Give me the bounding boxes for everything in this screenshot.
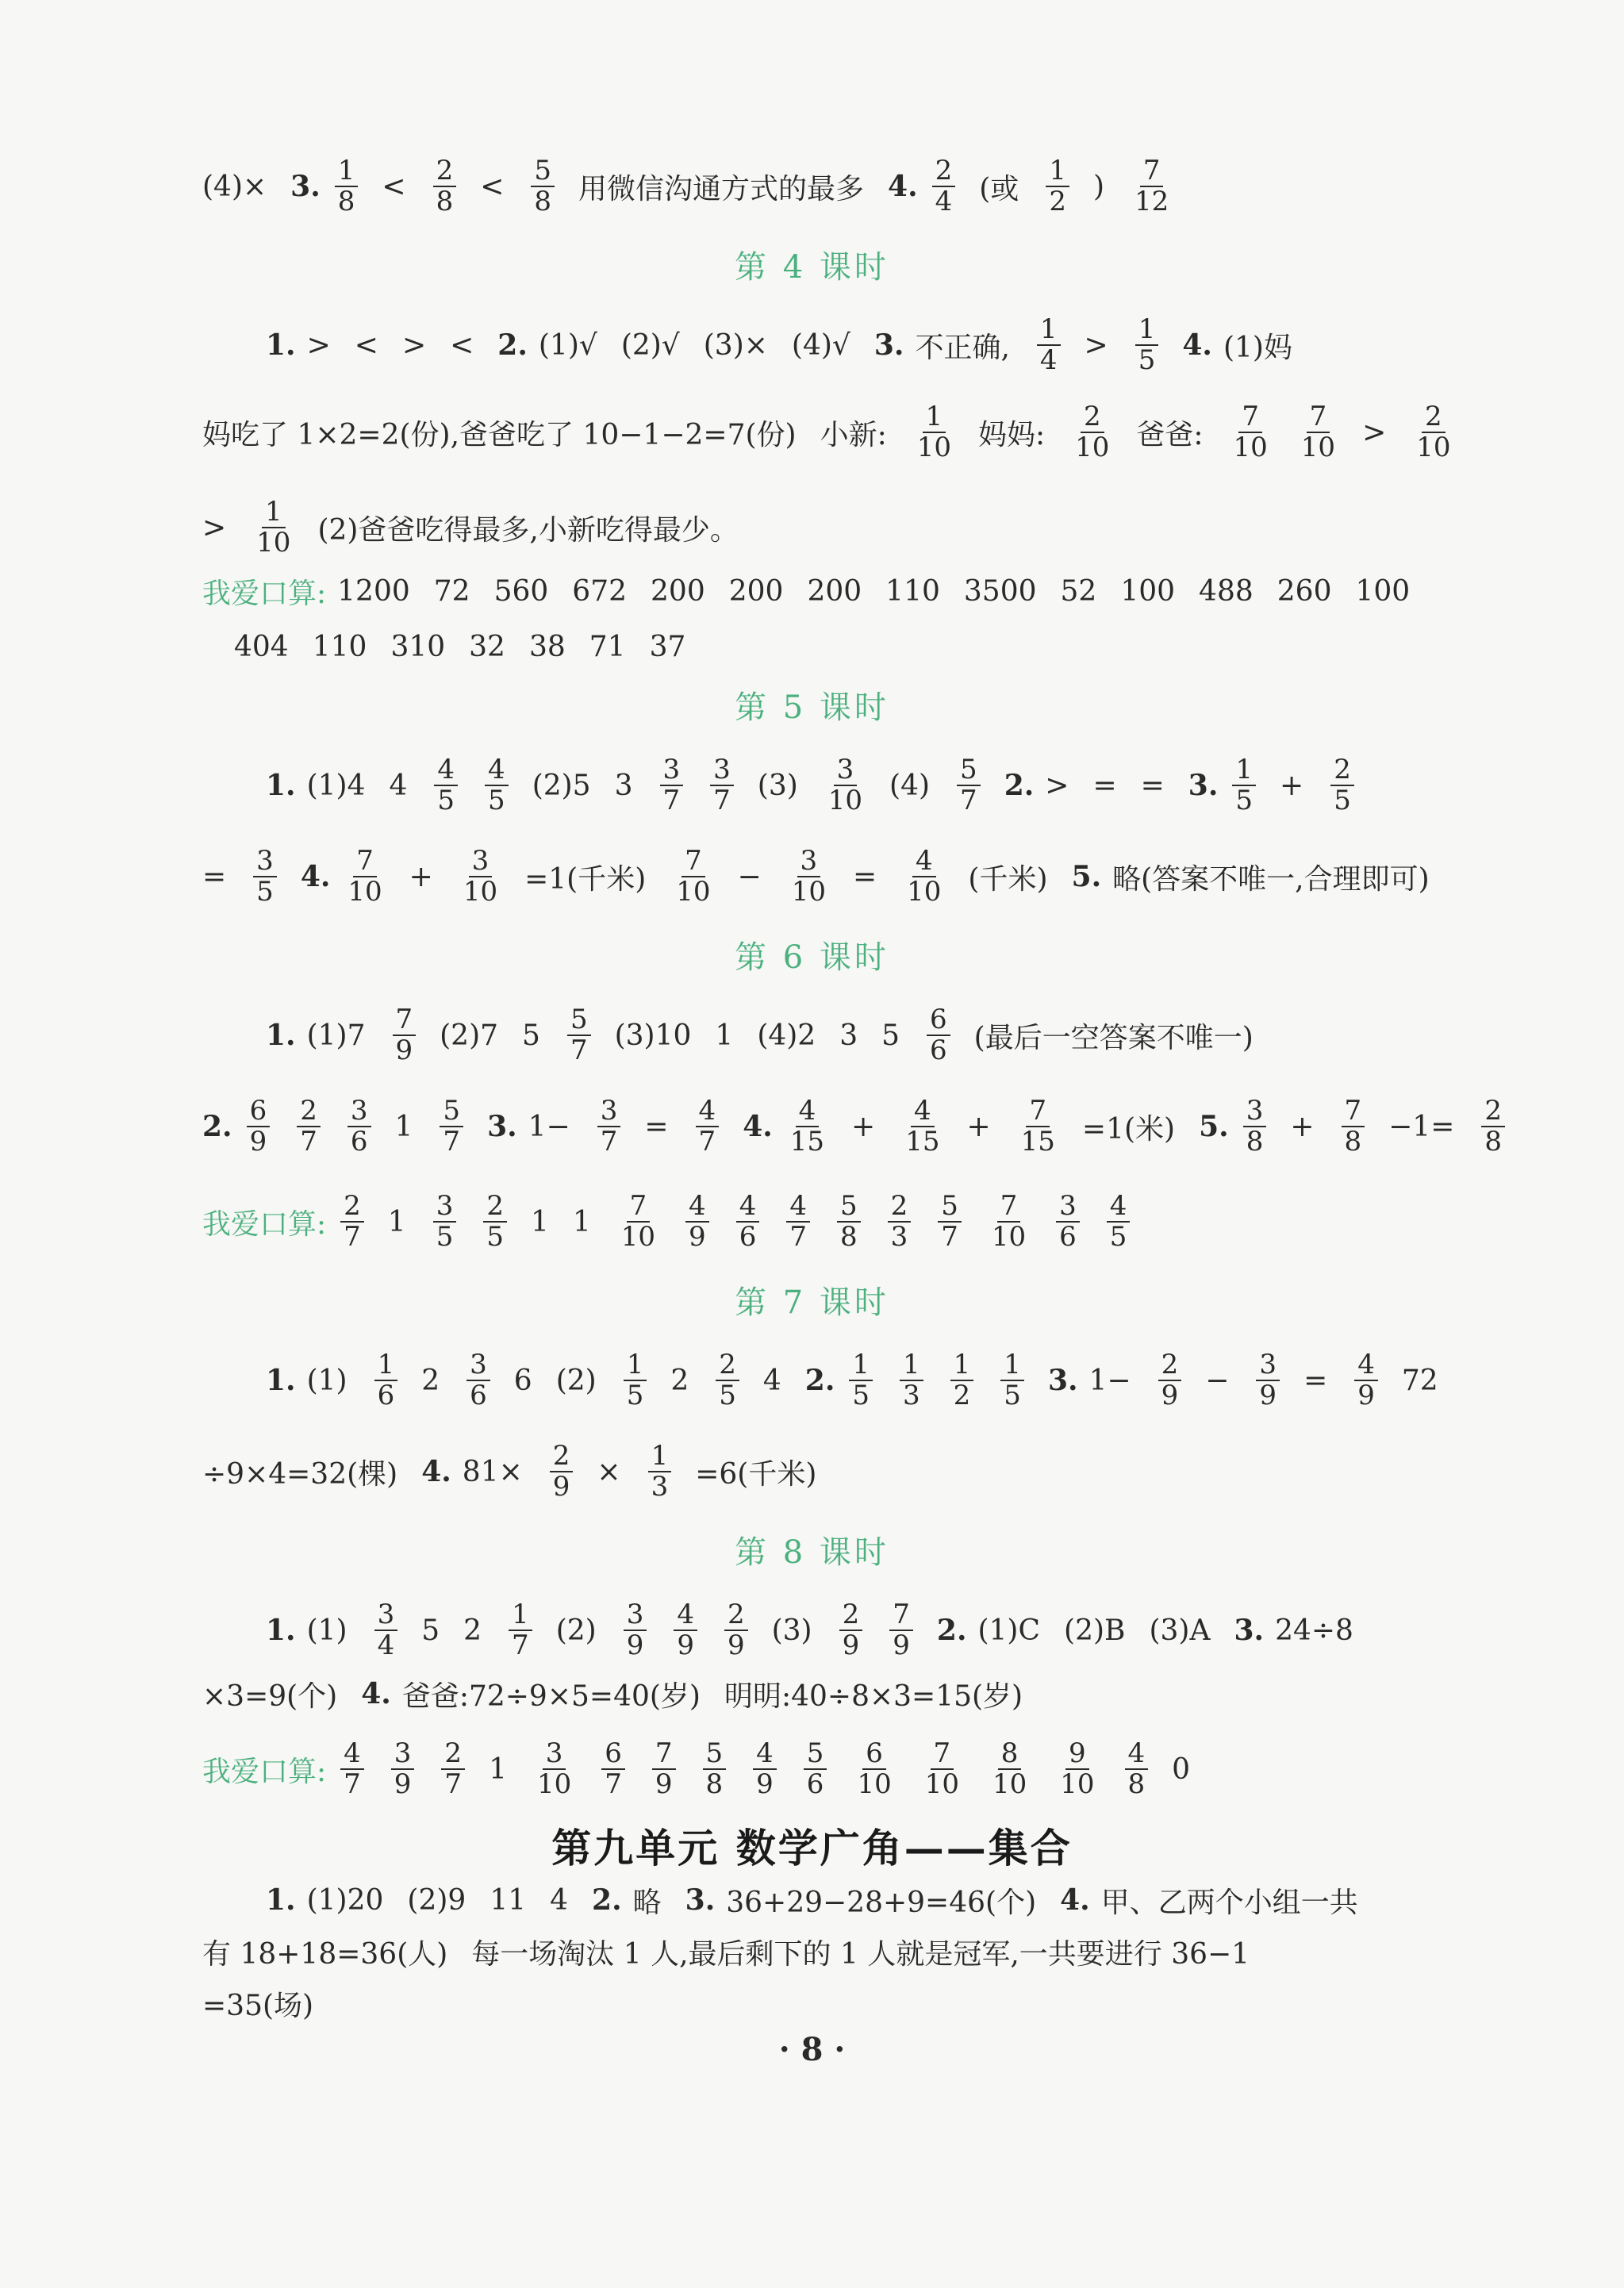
answer-text: (2)B [1064,1614,1126,1647]
answer-text: (1)妈 [1223,331,1292,364]
answer-text: < [382,170,406,203]
answer-text: 3500 [963,574,1037,608]
fraction: $\frac{3}{7}$ [710,755,734,816]
fraction: $\frac{2}{5}$ [483,1192,507,1253]
fraction: $\frac{6}{7}$ [601,1739,625,1800]
fraction: $\frac{8}{10}$ [992,1737,1027,1800]
fraction: $\frac{4}{15}$ [789,1094,825,1157]
answer-text: (2) [555,1364,597,1397]
answer-text: 略(答案不唯一,合理即可) [1112,862,1430,896]
answer-text: (1)4 [306,769,366,802]
question-number: 1. [266,328,296,362]
answer-text: + [851,1110,876,1143]
answer-text: ) [1092,170,1105,203]
fraction: $\frac{2}{9}$ [724,1600,748,1661]
answer-line [266,1872,1567,1928]
question-number: 4. [361,1677,391,1710]
fraction: $\frac{1}{6}$ [374,1350,398,1411]
fraction: $\frac{1}{3}$ [900,1350,923,1411]
answer-line [202,1726,1503,1813]
fraction: $\frac{4}{5}$ [485,755,509,816]
answer-text: 妈妈: [977,418,1046,451]
mental-math-label: 我爱口算: [202,1207,327,1241]
fraction: $\frac{3}{7}$ [597,1096,621,1157]
fraction: $\frac{1}{3}$ [648,1442,672,1503]
answer-line [202,484,1503,571]
fraction: $\frac{1}{2}$ [950,1350,974,1411]
lesson-heading: 第 4 课时 [735,249,889,286]
answer-text: 5 [881,1019,900,1052]
question-number: 4. [888,170,918,203]
answer-text: 1 [572,1205,591,1238]
question-number: 2. [804,1364,835,1397]
fraction: $\frac{5}{6}$ [804,1739,827,1800]
answer-text: 1200 [337,574,410,608]
fraction: $\frac{4}{10}$ [907,844,942,908]
fraction: $\frac{5}{8}$ [837,1192,861,1253]
fraction: $\frac{7}{10}$ [1300,400,1336,463]
question-number: 1. [266,1614,296,1647]
answer-text: 71 [589,630,626,663]
question-number: 3. [1188,769,1219,802]
answer-text: 1 [394,1110,413,1143]
answer-text: 小新: [820,418,887,451]
question-number: 2. [202,1110,232,1143]
fraction: $\frac{4}{7}$ [696,1096,720,1157]
answer-text: =1(千米) [524,862,647,896]
answer-text: (1) [306,1614,347,1647]
fraction: $\frac{2}{3}$ [888,1192,912,1253]
answer-text: (最后一空答案不唯一) [973,1021,1254,1054]
fraction: $\frac{3}{8}$ [1243,1096,1267,1157]
fraction: $\frac{5}{7}$ [440,1096,463,1157]
fraction: $\frac{3}{9}$ [624,1600,647,1661]
answer-text: 36+29−28+9=46(个) [726,1886,1037,1919]
answer-text: 明明:40÷8×3=15(岁) [724,1680,1023,1713]
fraction: $\frac{3}{6}$ [347,1096,371,1157]
question-number: 3. [487,1110,517,1143]
fraction: $\frac{2}{9}$ [1158,1350,1182,1411]
answer-text: (1) [306,1364,347,1397]
fraction: $\frac{4}{7}$ [786,1192,810,1253]
answer-text: (3)A [1149,1614,1211,1647]
answer-line [266,742,1567,829]
fraction: $\frac{3}{6}$ [466,1350,490,1411]
fraction: $\frac{4}{9}$ [674,1600,697,1661]
answer-text: 200 [651,574,705,608]
answer-text: + [1280,769,1304,802]
answer-text: + [409,860,433,893]
answer-text: (2)爸爸吃得最多,小新吃得最少。 [317,513,739,547]
answer-text: 妈吃了 1×2=2(份),爸爸吃了 10−1−2=7(份) [202,418,797,451]
fraction: $\frac{2}{8}$ [1481,1096,1505,1157]
answer-text: 110 [312,630,367,663]
answer-text: 110 [885,574,940,608]
fraction: $\frac{2}{4}$ [932,156,956,217]
answer-text: > [202,511,227,544]
fraction: $\frac{1}{5}$ [849,1350,873,1411]
question-number: 1. [266,1019,296,1052]
fraction: $\frac{3}{10}$ [827,753,863,816]
fraction: $\frac{3}{6}$ [1056,1192,1080,1253]
question-number: 3. [685,1883,716,1917]
fraction: $\frac{7}{10}$ [991,1189,1027,1253]
answer-text: 有 18+18=36(人) [202,1937,448,1971]
answer-text: =1(米) [1081,1112,1176,1146]
fraction: $\frac{7}{10}$ [1233,400,1268,463]
fraction: $\frac{4}{9}$ [753,1739,777,1800]
answer-text: + [966,1110,991,1143]
answer-text: 32 [469,630,505,663]
answer-text: 72 [1401,1364,1438,1397]
question-number: 3. [290,170,321,203]
answer-text: 1− [1088,1364,1131,1397]
answer-text: (2)√ [620,328,680,362]
fraction: $\frac{7}{10}$ [924,1737,959,1800]
fraction: $\frac{7}{10}$ [620,1189,656,1253]
fraction: $\frac{1}{7}$ [509,1600,532,1661]
fraction: $\frac{1}{5}$ [1000,1350,1024,1411]
fraction: $\frac{3}{9}$ [391,1739,415,1800]
answer-line [266,992,1567,1079]
answer-text: 0 [1172,1752,1191,1786]
lesson-heading: 第 5 课时 [735,689,889,726]
fraction: $\frac{5}{8}$ [703,1739,727,1800]
answer-text: = [644,1110,669,1143]
fraction: $\frac{1}{8}$ [335,156,359,217]
answer-text: 爸爸:72÷9×5=40(岁) [401,1680,701,1713]
fraction: $\frac{2}{10}$ [1075,400,1110,463]
fraction: $\frac{5}{7}$ [957,755,981,816]
fraction: $\frac{3}{9}$ [1256,1350,1280,1411]
answer-text: 每一场淘汰 1 人,最后剩下的 1 人就是冠军,一共要进行 36−1 [471,1937,1250,1971]
answer-line [202,559,1503,623]
answer-text: 11 [490,1883,527,1917]
answer-line [202,1428,1503,1515]
answer-text: < [354,328,378,362]
fraction: $\frac{3}{7}$ [660,755,684,816]
unit-heading: 第九单元 数学广角——集合 [551,1825,1073,1871]
answer-text: (2)9 [407,1883,466,1917]
answer-text: =6(千米) [695,1457,817,1491]
answer-text: × [597,1455,621,1488]
answer-text: 2 [670,1364,689,1397]
answer-text: (2)7 [440,1019,499,1052]
fraction: $\frac{1}{10}$ [256,495,291,559]
fraction: $\frac{6}{6}$ [927,1005,950,1066]
question-number: 4. [421,1455,451,1488]
answer-text: = [852,860,877,893]
answer-text: 200 [807,574,862,608]
fraction: $\frac{3}{4}$ [374,1600,398,1661]
question-number: 3. [873,328,904,362]
answer-line [266,1337,1567,1424]
answer-line [266,301,1567,389]
question-number: 1. [266,1364,296,1397]
fraction: $\frac{1}{5}$ [624,1350,647,1411]
answer-text: 5 [522,1019,540,1052]
fraction: $\frac{3}{5}$ [253,846,277,908]
answer-text: (3)10 [614,1019,692,1052]
fraction: $\frac{5}{7}$ [567,1005,591,1066]
answer-text: = [1140,769,1165,802]
question-number: 1. [266,1883,296,1917]
lesson-heading: 第 8 课时 [735,1534,889,1571]
answer-text: > [306,328,331,362]
answer-text: 1− [528,1110,570,1143]
answer-line [202,833,1503,920]
answer-text: 3 [614,769,633,802]
fraction: $\frac{4}{8}$ [1125,1739,1149,1800]
fraction: $\frac{7}{8}$ [1342,1096,1365,1157]
fraction: $\frac{5}{7}$ [938,1192,962,1253]
question-number: 1. [266,769,296,802]
answer-text: 爸爸: [1136,418,1204,451]
answer-text: (千米) [968,862,1048,896]
fraction: $\frac{7}{10}$ [347,844,382,908]
fraction: $\frac{3}{10}$ [463,844,498,908]
answer-text: (3) [771,1614,812,1647]
fraction: $\frac{7}{15}$ [1020,1094,1055,1157]
answer-text: 略 [632,1886,662,1919]
answer-line [234,615,1535,678]
fraction: $\frac{4}{5}$ [1107,1192,1131,1253]
answer-text: 81× [462,1455,523,1488]
answer-text: 3 [839,1019,858,1052]
question-number: 4. [1182,328,1212,362]
fraction: $\frac{7}{9}$ [889,1600,913,1661]
answer-text: 38 [528,630,566,663]
answer-text: (4) [889,769,931,802]
answer-text: 用微信沟通方式的最多 [578,172,865,205]
answer-text: 310 [390,630,446,663]
fraction: $\frac{2}{7}$ [297,1096,321,1157]
answer-text: (1)C [977,1614,1041,1647]
answer-text: 52 [1060,574,1097,608]
fraction: $\frac{2}{10}$ [1416,400,1451,463]
answer-text: 560 [493,574,549,608]
answer-text: 100 [1355,574,1411,608]
fraction: $\frac{3}{10}$ [536,1737,572,1800]
answer-text: > [1084,328,1108,362]
question-number: 4. [1060,1883,1090,1917]
fraction: $\frac{7}{9}$ [652,1739,676,1800]
fraction: $\frac{4}{15}$ [905,1094,940,1157]
answer-text: 4 [550,1883,569,1917]
question-number: 2. [936,1614,967,1647]
answer-text: 6 [513,1364,532,1397]
answer-text: 672 [572,574,628,608]
answer-text: 1 [387,1205,406,1238]
fraction: $\frac{1}{10}$ [916,400,951,463]
fraction: $\frac{4}{5}$ [434,755,458,816]
question-number: 3. [1047,1364,1078,1397]
fraction: $\frac{7}{9}$ [393,1005,417,1066]
lesson-heading: 第 6 课时 [735,939,889,976]
fraction: $\frac{9}{10}$ [1060,1737,1095,1800]
answer-text: < [450,328,474,362]
mental-math-label: 我爱口算: [202,1755,327,1788]
answer-line [202,1178,1503,1265]
answer-text: (1)7 [306,1019,366,1052]
answer-text: − [737,860,762,893]
fraction: $\frac{5}{8}$ [531,156,555,217]
answer-text: 404 [234,630,289,663]
answer-text: < [480,170,505,203]
question-number: 3. [1234,1614,1265,1647]
answer-text: (4)2 [757,1019,816,1052]
fraction: $\frac{1}{2}$ [1046,156,1069,217]
answer-text: = [202,860,227,893]
fraction: $\frac{7}{12}$ [1134,154,1169,217]
fraction: $\frac{4}{9}$ [685,1192,709,1253]
fraction: $\frac{3}{5}$ [433,1192,457,1253]
answer-text: 4 [762,1364,781,1397]
question-number: 4. [743,1110,773,1143]
fraction: $\frac{4}{7}$ [340,1739,364,1800]
question-number: 4. [300,860,331,893]
answer-text: 488 [1199,574,1254,608]
fraction: $\frac{2}{9}$ [839,1600,863,1661]
answer-text: + [1290,1110,1315,1143]
answer-text: 72 [433,574,470,608]
answer-text: 2 [421,1364,440,1397]
answer-text: 100 [1120,574,1176,608]
fraction: $\frac{2}{5}$ [1330,755,1354,816]
question-number: 2. [592,1883,622,1917]
fraction: $\frac{2}{5}$ [716,1350,739,1411]
answer-text: 1 [489,1752,507,1786]
answer-text: 260 [1277,574,1332,608]
question-number: 5. [1071,860,1102,893]
fraction: $\frac{6}{9}$ [247,1096,271,1157]
page-number: · 8 · [778,2031,846,2068]
answer-text: 200 [728,574,784,608]
answer-text: 37 [649,630,686,663]
answer-text: (4)× [202,170,267,203]
answer-text: ÷9×4=32(棵) [202,1457,398,1491]
answer-text: 1 [530,1205,549,1238]
answer-text: 5 [421,1614,440,1647]
answer-text: (1)√ [538,328,597,362]
question-number: 5. [1199,1110,1229,1143]
answer-text: =35(场) [202,1989,314,2022]
answer-text: > [1045,769,1069,802]
fraction: $\frac{1}{4}$ [1037,315,1061,376]
answer-text: (4)√ [791,328,850,362]
fraction: $\frac{4}{6}$ [736,1192,760,1253]
answer-line [202,1975,1503,2031]
fraction: $\frac{1}{5}$ [1135,315,1159,376]
answer-line [202,1924,1503,1979]
fraction: $\frac{3}{10}$ [791,844,826,908]
answer-text: > [401,328,427,362]
answer-text: 甲、乙两个小组一共 [1100,1886,1358,1919]
answer-text: − [1205,1364,1230,1397]
fraction: $\frac{6}{10}$ [857,1737,892,1800]
answer-text: (1)20 [306,1883,384,1917]
answer-text: (2) [555,1614,597,1647]
question-number: 2. [1004,769,1035,802]
answer-text: 2 [463,1614,482,1647]
fraction: $\frac{7}{10}$ [676,844,711,908]
mental-math-label: 我爱口算: [202,577,327,610]
fraction: $\frac{1}{5}$ [1232,755,1256,816]
answer-text: 4 [389,769,408,802]
answer-text: 24÷8 [1275,1614,1353,1647]
fraction: $\frac{2}{9}$ [550,1442,574,1503]
answer-text: = [1303,1364,1328,1397]
answer-line [202,1083,1503,1170]
answer-line [202,1658,1503,1729]
answer-text: −1= [1388,1110,1455,1143]
answer-text: (2)5 [532,769,591,802]
fraction: $\frac{2}{7}$ [340,1192,364,1253]
lesson-heading: 第 7 课时 [735,1284,889,1321]
fraction: $\frac{2}{7}$ [441,1739,465,1800]
fraction: $\frac{2}{8}$ [433,156,457,217]
answer-line [202,389,1503,476]
answer-text: (3)× [703,328,768,362]
answer-text: = [1092,769,1117,802]
answer-text: (3) [757,769,798,802]
answer-text: ×3=9(个) [202,1680,338,1713]
answer-text: (或 [979,172,1019,205]
answer-text: 不正确, [915,331,1010,364]
answer-text: 1 [715,1019,734,1052]
question-number: 2. [497,328,528,362]
answer-text: > [1362,416,1387,449]
answer-line [202,143,1503,230]
fraction: $\frac{4}{9}$ [1354,1350,1378,1411]
